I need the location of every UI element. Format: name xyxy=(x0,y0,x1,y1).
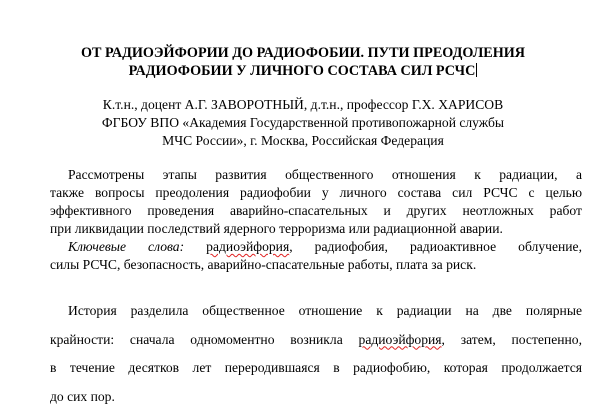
keywords-label: Ключевые слова: xyxy=(68,239,184,254)
keywords-line-2: силы РСЧС, безопасность, аварийно-спасательные работы, плата за риск. xyxy=(50,256,582,274)
misspelled-word-body: радиоэйфория xyxy=(359,332,442,347)
title-line-2-text: РАДИОФОБИИ У ЛИЧНОГО СОСТАВА СИЛ РСЧС xyxy=(129,63,476,79)
title-line-2 xyxy=(30,62,576,80)
body-line-2-before: крайности: сначала одномоментно возникла xyxy=(50,332,359,347)
misspelled-word: радиоэйфория xyxy=(206,239,289,254)
authors-line-2: ФГБОУ ВПО «Академия Государственной противопожарной службы xyxy=(30,114,576,132)
keywords-line-1 xyxy=(50,238,582,256)
authors-line-1: К.т.н., доцент А.Г. ЗАВОРОТНЫЙ, д.т.н., профессор Г.Х. ХАРИСОВ xyxy=(30,96,576,114)
title-line-1: ОТ РАДИОЭЙФОРИИ ДО РАДИОФОБИИ. ПУТИ ПРЕОДОЛЕНИЯ xyxy=(30,44,576,62)
body-line-1: История разделила общественное отношение к радиации на две полярные xyxy=(50,297,582,326)
abstract-line-1: Рассмотрены этапы развития общественного отношения к радиации, а xyxy=(50,166,582,184)
body-line-3: в течение десятков лет переродившаяся в радиофобию, которая продолжается xyxy=(50,354,582,383)
body-line-2 xyxy=(50,326,582,355)
authors-line-3: МЧС России», г. Москва, Российская Федерация xyxy=(30,132,576,150)
text-cursor xyxy=(476,63,477,77)
keywords-line-1-rest: , радиофобия, радиоактивное облучение, xyxy=(289,239,582,254)
abstract-line-2: также вопросы преодоления радиофобии у личного состава сил РСЧС с целью xyxy=(50,184,582,202)
abstract-line-3: эффективного проведения аварийно-спасательных и других неотложных работ xyxy=(50,202,582,220)
body-line-2-after: , затем, постепенно, xyxy=(442,332,582,347)
abstract-line-4: при ликвидации последствий ядерного терроризма или радиационной аварии. xyxy=(50,220,582,238)
abstract-paragraph xyxy=(50,166,582,274)
body-line-4: до сих пор. xyxy=(50,383,582,411)
document-title xyxy=(30,44,576,80)
body-paragraph xyxy=(50,297,582,411)
authors-block xyxy=(30,96,576,150)
